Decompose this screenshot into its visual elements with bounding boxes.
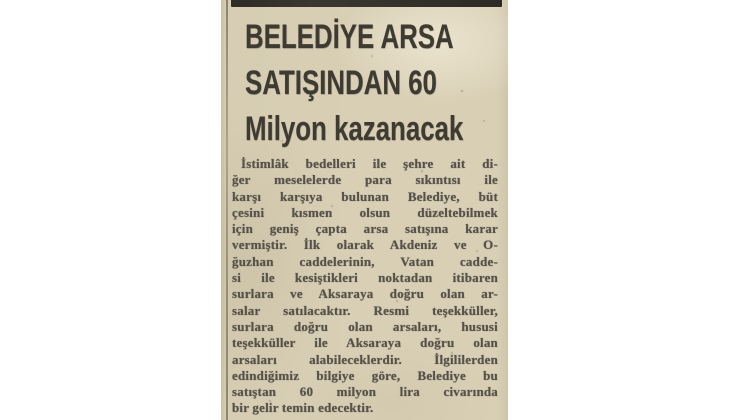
headline-line-3: Milyon kazanacak <box>245 110 464 148</box>
body-line: için geniş çapta arsa satışına karar <box>232 221 498 237</box>
body-line: vermiştir. İlk olarak Akdeniz ve O- <box>232 237 498 253</box>
column-rule-left <box>226 0 228 420</box>
paper-speckle-texture <box>221 0 223 2</box>
newspaper-clipping <box>221 0 508 420</box>
body-line: teşekküller ile Aksaraya doğru olan <box>232 335 498 351</box>
body-line: arsaları alabileceklerdir. İlgililerden <box>232 351 498 367</box>
headline-line-1: BELEDİYE ARSA <box>245 18 454 56</box>
article-body <box>232 156 498 417</box>
headline-line-2: SATIŞINDAN 60 <box>245 64 437 102</box>
body-line: si ile kesiştikleri noktadan itibaren <box>232 270 498 286</box>
body-line: satıştan 60 milyon lira civarında <box>232 384 498 400</box>
body-line: edindiğimiz bilgiye göre, Belediye bu <box>232 367 498 383</box>
body-line: ğer meselelerde para sıkıntısı ile <box>232 172 498 188</box>
body-line: karşı karşıya bulunan Belediye, büt <box>232 188 498 204</box>
body-line: surlara doğru olan arsaları, hususi <box>232 318 498 334</box>
body-line: İstimlâk bedelleri ile şehre ait di- <box>241 156 498 171</box>
body-line: çesini kısmen olsun düzeltebilmek <box>232 204 498 220</box>
top-divider-rule <box>231 0 502 7</box>
body-line: bir gelir temin edecektir. <box>232 400 374 416</box>
body-line: ğuzhan caddelerinin, Vatan cadde- <box>232 253 498 269</box>
article-headline <box>245 14 503 152</box>
body-line: surlara ve Aksaraya doğru olan ar- <box>232 286 498 302</box>
body-line: salar satılacaktır. Resmi teşekküller, <box>232 302 498 318</box>
